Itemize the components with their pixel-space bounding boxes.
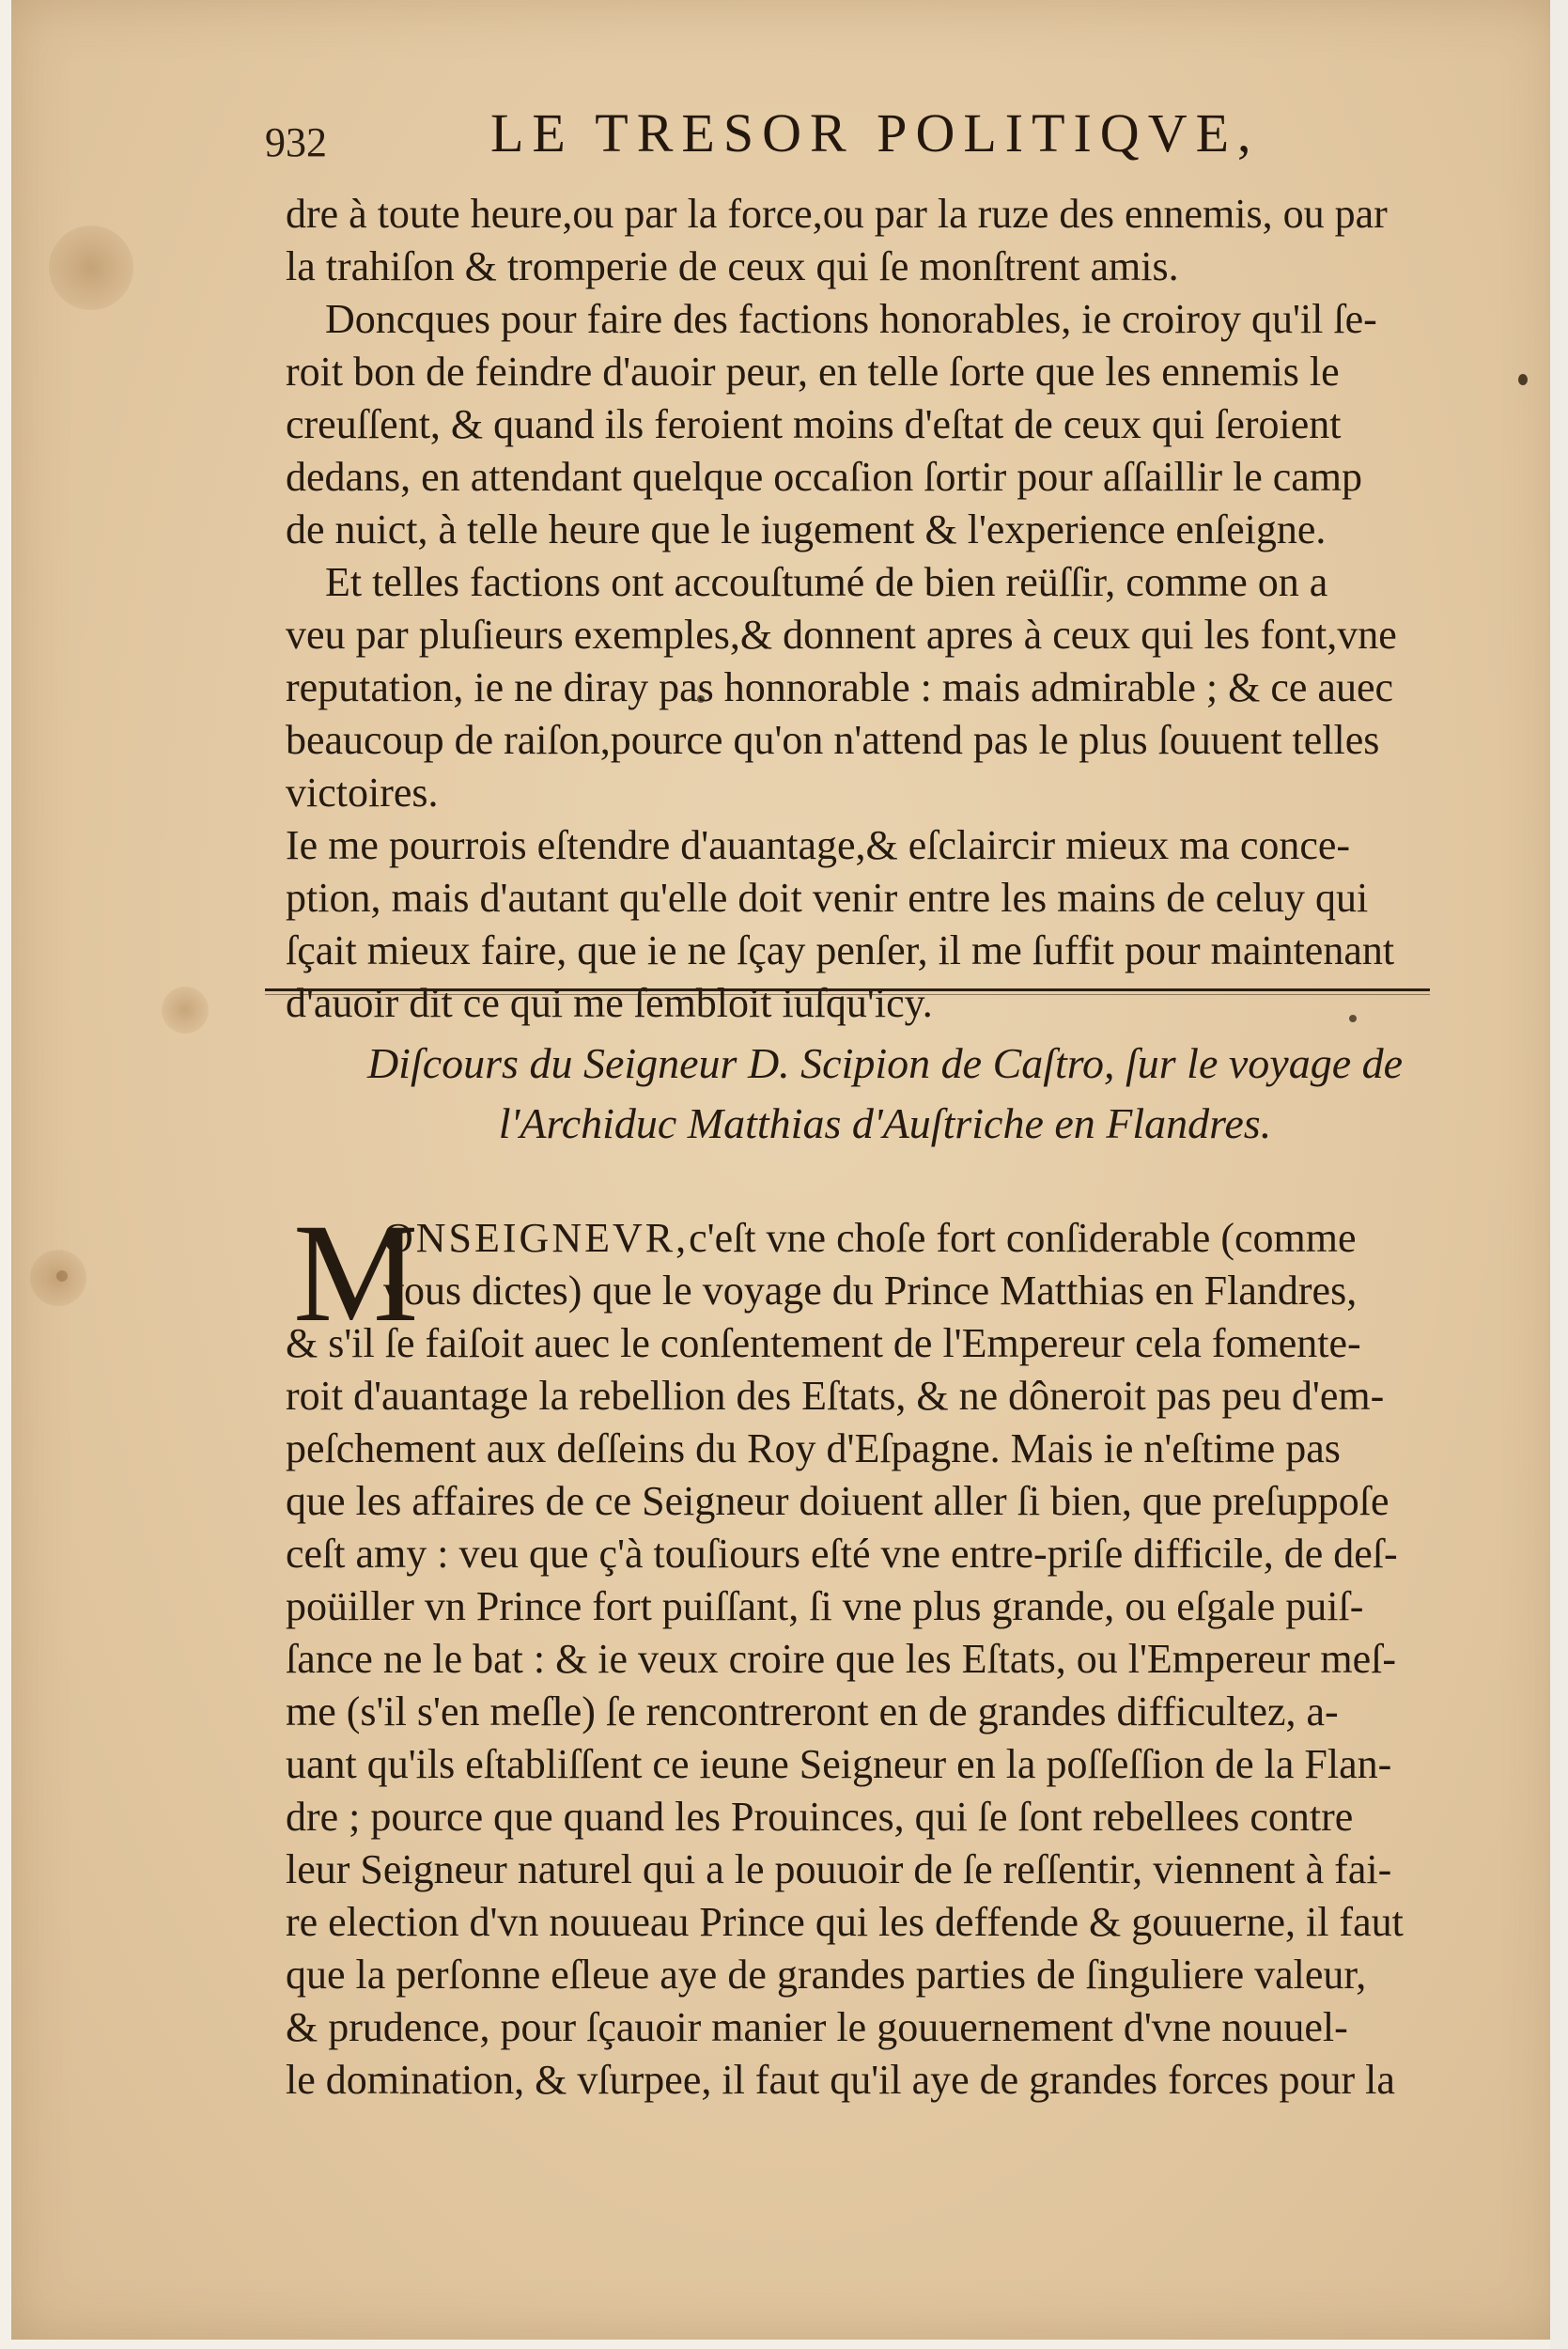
drop-cap: M <box>293 1195 419 1351</box>
text-line: me (s'il s'en meſle) ſe rencontreront en de grandes difficultez, a- <box>286 1688 1339 1735</box>
text-line: roit d'auantage la rebellion des Eſtats, & ne dôneroit pas peu d'em- <box>286 1373 1385 1419</box>
page-edge <box>1550 0 1568 2349</box>
text-line: Et telles factions ont accouſtumé de bien reüſſir, comme on a <box>325 559 1328 605</box>
paper-foxing <box>56 1270 68 1282</box>
text-line: de nuict, à telle heure que le iugement & l'experience enſeigne. <box>286 506 1327 552</box>
text-line: ſçait mieux faire, que ie ne ſçay penſer, il me ſuffit pour maintenant <box>286 927 1395 973</box>
paper-stain <box>162 987 209 1034</box>
text-line: peſchement aux deſſeins du Roy d'Eſpagne. Mais ie n'eſtime pas <box>286 1425 1341 1471</box>
text-line: Ie me pourrois eſtendre d'auantage,& eſclaircir mieux ma conce- <box>286 822 1351 868</box>
text-line: leur Seigneur naturel qui a le pouuoir de ſe reſſentir, viennent à fai- <box>286 1846 1392 1892</box>
first-line-rest: c'eſt vne choſe fort conſiderable (comme <box>689 1215 1357 1261</box>
text-line: roit bon de feindre d'auoir peur, en telle ſorte que les ennemis le <box>286 349 1340 395</box>
text-line: poüiller vn Prince fort puiſſant, ſi vne plus grande, ou eſgale puiſ- <box>286 1583 1364 1629</box>
title-line: Diſcours du Seigneur D. Scipion de Caſtro, ſur le voyage de <box>366 1039 1404 1087</box>
text-line: re election d'vn nouueau Prince qui les deffende & gouuerne, il faut <box>286 1899 1404 1945</box>
text-line: uant qu'ils eſtabliſſent ce ieune Seigneur en la poſſeſſion de la Flan- <box>286 1741 1392 1787</box>
title-line: l'Archiduc Matthias d'Auſtriche en Flandres. <box>498 1099 1272 1147</box>
text-line: creuſſent, & quand ils feroient moins d'eſtat de ceux qui ſeroient <box>286 401 1342 447</box>
text-line: vous dictes) que le voyage du Prince Matthias en Flandres, <box>383 1268 1358 1314</box>
text-line: ption, mais d'autant qu'elle doit venir entre les mains de celuy qui <box>286 875 1369 921</box>
text-line: Doncques pour faire des factions honorables, ie croiroy qu'il ſe- <box>325 296 1377 342</box>
text-line: dre ; pource que quand les Prouinces, qui ſe ſont rebellees contre <box>286 1794 1354 1840</box>
text-line: victoires. <box>286 770 439 816</box>
text-line: ſance ne le bat : & ie veux croire que les Eſtats, ou l'Empereur meſ- <box>286 1636 1397 1682</box>
text-line: que les affaires de ce Seigneur doiuent aller ſi bien, que preſuppoſe <box>286 1478 1389 1524</box>
opening-word: ONSEIGNEVR, <box>383 1215 690 1261</box>
text-line <box>286 1212 1458 1265</box>
text-line: & s'il ſe faiſoit auec le conſentement de l'Empereur cela fomente- <box>286 1320 1361 1366</box>
text-line: beaucoup de raiſon,pource qu'on n'attend pas le plus ſouuent telles <box>286 717 1380 763</box>
paragraph-continuation <box>286 188 1458 1030</box>
text-line: la trahiſon & tromperie de ceux qui ſe monſtrent amis. <box>286 243 1179 289</box>
text-line: veu par pluſieurs exemples,& donnent apres à ceux qui les font,vne <box>286 612 1397 658</box>
text-line: le domination, & vſurpee, il faut qu'il aye de grandes forces pour la <box>286 2057 1395 2103</box>
page-number: 932 <box>265 119 327 165</box>
text-line: & prudence, pour ſçauoir manier le gouuernement d'vne nouuel- <box>286 2004 1348 2050</box>
text-line: ceſt amy : veu que ç'à touſiours eſté vne entre-priſe difficile, de deſ- <box>286 1531 1398 1577</box>
section-divider <box>265 988 1430 991</box>
header-title: LE TRESOR POLITIQVE, <box>490 102 1260 163</box>
text-line: dre à toute heure,ou par la force,ou par la ruze des ennemis, ou par <box>286 191 1388 237</box>
text-line: que la perſonne eſleue aye de grandes parties de ſinguliere valeur, <box>286 1952 1367 1998</box>
discourse-title <box>321 1034 1449 1154</box>
book-page <box>11 0 1561 2340</box>
paper-stain <box>49 226 133 310</box>
paper-foxing <box>1518 374 1528 385</box>
text-line: reputation, ie ne diray pas honnorable : mais admirable ; & ce auec <box>286 664 1393 710</box>
text-line: d'auoir dit ce qui me ſembloit iuſqu'icy. <box>286 980 933 1026</box>
text-line: dedans, en attendant quelque occaſion ſortir pour aſſaillir le camp <box>286 454 1363 500</box>
discourse-body <box>286 1212 1458 2107</box>
running-head <box>265 101 1486 177</box>
